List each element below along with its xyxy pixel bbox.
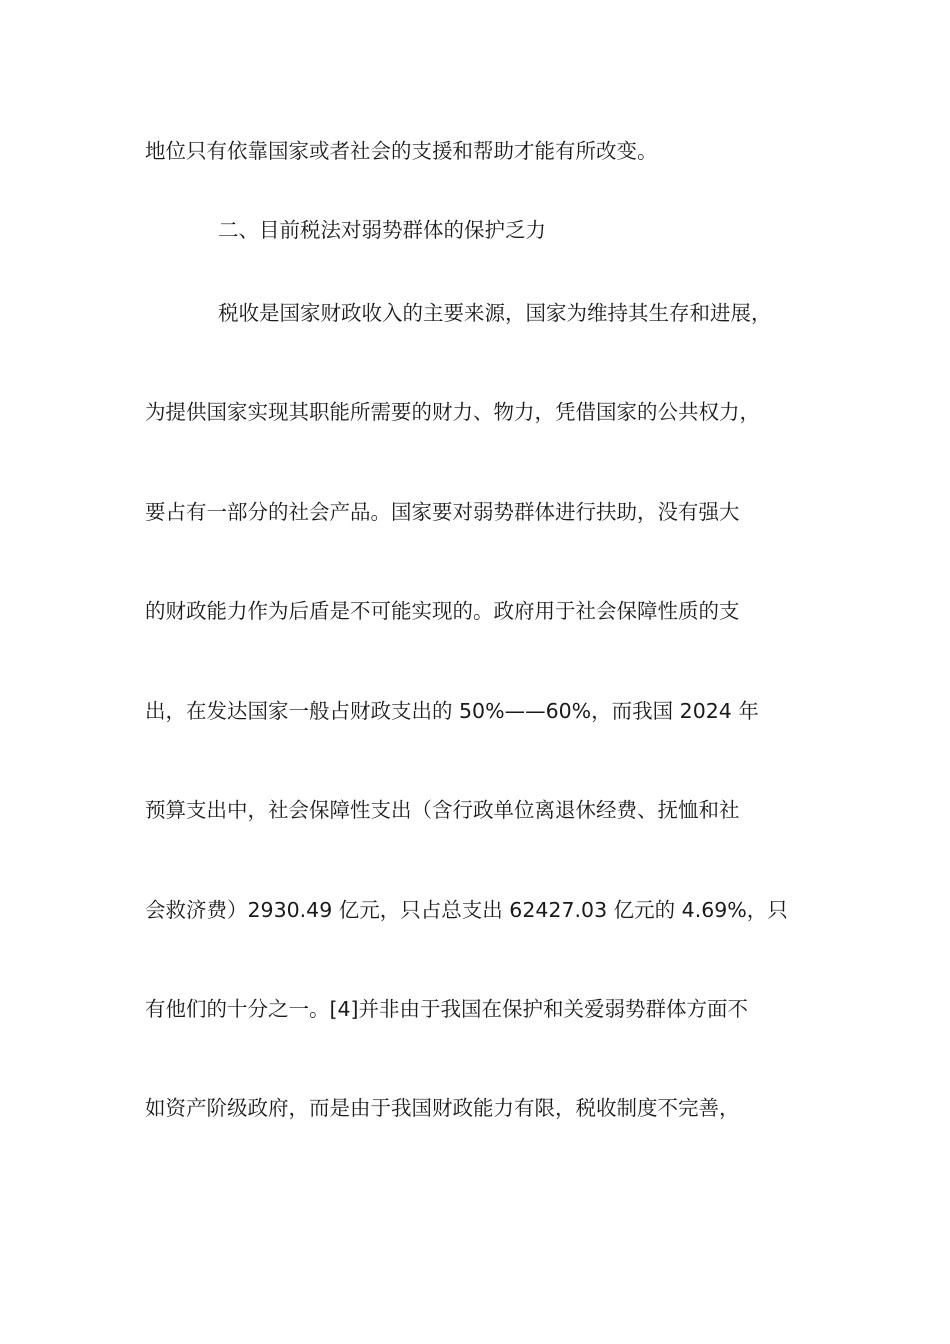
body-text-line: 地位只有依靠国家或者社会的支援和帮助才能有所改变。 xyxy=(145,139,658,163)
body-text-line: 为提供国家实现其职能所需要的财力、物力，凭借国家的公共权力， xyxy=(145,400,760,424)
body-text-line: 有他们的十分之一。[4]并非由于我国在保护和关爱弱势群体方面不 xyxy=(145,997,749,1021)
body-text-line: 预算支出中，社会保障性支出（含行政单位离退休经费、抚恤和社 xyxy=(145,798,740,822)
body-text-line: 出，在发达国家一般占财政支出的 50%——60%，而我国 2024 年 xyxy=(145,699,759,723)
body-text-line: 税收是国家财政收入的主要来源，国家为维持其生存和进展， xyxy=(218,301,772,325)
body-text-line: 会救济费）2930.49 亿元，只占总支出 62427.03 亿元的 4.69%，只 xyxy=(145,898,788,922)
body-text-line: 的财政能力作为后盾是不可能实现的。政府用于社会保障性质的支 xyxy=(145,599,740,623)
section-heading: 二、目前税法对弱势群体的保护乏力 xyxy=(218,218,546,242)
body-text-line: 如资产阶级政府，而是由于我国财政能力有限，税收制度不完善， xyxy=(145,1096,740,1120)
body-text-line: 要占有一部分的社会产品。国家要对弱势群体进行扶助，没有强大 xyxy=(145,500,740,524)
